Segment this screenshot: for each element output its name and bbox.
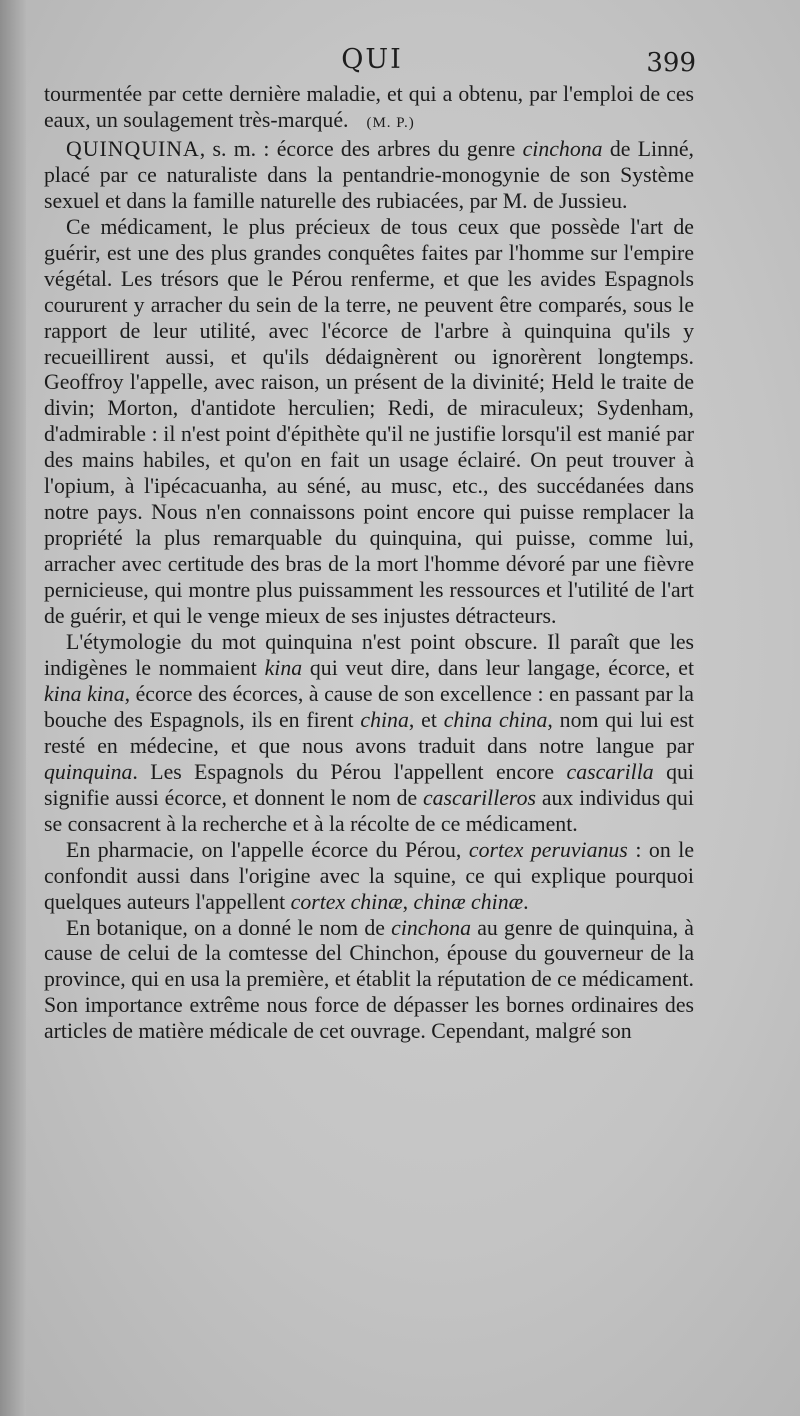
italic-term: cortex chinæ — [290, 889, 403, 914]
running-head-title: QUI — [341, 44, 403, 75]
text-run: , — [402, 889, 414, 914]
italic-term: cinchona — [522, 136, 603, 161]
text-run: , s. m. : écorce des arbres du genre — [199, 136, 523, 161]
italic-term: cascarilleros — [422, 785, 536, 810]
text-run: , et — [408, 707, 444, 732]
body-text — [44, 82, 694, 1045]
text-run: Ce médicament, le plus précieux de tous ceux que possède l'art de guérir, est une des plus grandes conquêtes faites par l'homme sur l'empire végétal. Les trésors que le Pérou renferme, et que les avides Espagnols coururent y arracher du sein de la terre, ne peuvent être comparés, sous le rapport de leur utilité, avec l'écorce de l'arbre à quinquina qu'ils y recueillirent aussi, et qu'ils dédaignèrent ou ignorèrent longtemps. Geoffroy l'appelle, avec raison, un présent de la divinité; Held le traite de divin; Morton, d'antidote herculien; Redi, de miraculeux; Sydenham, d'admirable : il n'est point d'épithète qu'il ne justifie lorsqu'il est manié par des mains habiles, et qu'on en fait un usage éclairé. On peut trouver à l'opium, à l'ipécacuanha, au séné, au musc, etc., des succédanées dans notre pays. Nous n'en connaissons point encore qui puisse remplacer la propriété la plus remarquable du quinquina, qui puisse, comme lui, arracher avec certitude des bras de la mort l'homme dévoré par une fièvre pernicieuse, qui montre plus puissamment les ressources et l'utilité de l'art de guérir, et qui le venge mieux de ses injustes détracteurs. — [44, 214, 694, 629]
paragraph — [44, 630, 694, 838]
text-run: L'étymologie du mot quinquina n'est point obscure. Il paraît que les indigènes le nommaient — [44, 630, 694, 680]
text-run: qui veut dire, dans leur langage, écorce, et — [302, 655, 694, 680]
running-head — [44, 44, 700, 84]
entry-headword: QUINQUINA — [66, 136, 200, 161]
text-run: au genre de quinquina, à cause de celui de la comtesse del Chinchon, épouse du gouverneur de la province, qui en usa la première, et établit la réputation de ce médicament. Son importance extrême nous force de dépasser les bornes ordinaires des articles de matière médicale de cet ouvrage. Cependant, malgré son — [44, 915, 694, 1044]
paragraph — [44, 916, 694, 1046]
text-run: , écorce des écorces, à cause de son excellence : en passant par la bouche des Espagnols, ils en firent — [44, 681, 694, 732]
text-run: aux individus qui se consacrent à la recherche et à la récolte de ce médicament. — [44, 785, 694, 836]
text-run: En pharmacie, on l'appelle écorce du Pérou, — [66, 837, 469, 862]
paragraph — [44, 215, 694, 630]
author-initials: (M. P.) — [366, 114, 415, 131]
text-run: qui signifie aussi écorce, et donnent le nom de — [44, 759, 694, 810]
text-run: . Les Espagnols du Pérou l'appellent encore — [132, 759, 567, 784]
text-run: de Linné, placé par ce naturaliste dans la pentandrie-monogynie de son Système sexuel et dans la famille naturelle des rubiacées, par M. de Jussieu. — [44, 136, 694, 213]
page-number: 399 — [646, 48, 696, 78]
italic-term: chinæ chinæ — [413, 889, 524, 914]
italic-term: kina kina — [44, 681, 125, 706]
text-run: : on le confondit aussi dans l'origine avec la squine, ce qui explique pourquoi quelques auteurs l'appellent — [44, 837, 694, 914]
italic-term: china china — [443, 707, 548, 732]
italic-term: cinchona — [391, 915, 472, 940]
paragraph — [44, 137, 694, 215]
italic-term: kina — [264, 655, 303, 680]
text-run: . — [523, 889, 529, 914]
paragraph — [44, 838, 694, 916]
paragraph — [44, 82, 694, 137]
italic-term: cascarilla — [566, 759, 654, 784]
text-run: En botanique, on a donné le nom de — [66, 915, 392, 940]
binding-gutter — [0, 0, 26, 1416]
text-run: , nom qui lui est resté en médecine, et que nous avons traduit dans notre langue par — [44, 707, 694, 758]
italic-term: cortex peruvianus — [468, 837, 628, 862]
italic-term: quinquina — [44, 759, 133, 784]
italic-term: china — [360, 707, 409, 732]
text-run: tourmentée par cette dernière maladie, et qui a obtenu, par l'emploi de ces eaux, un soulagement très-marqué. — [44, 82, 694, 132]
